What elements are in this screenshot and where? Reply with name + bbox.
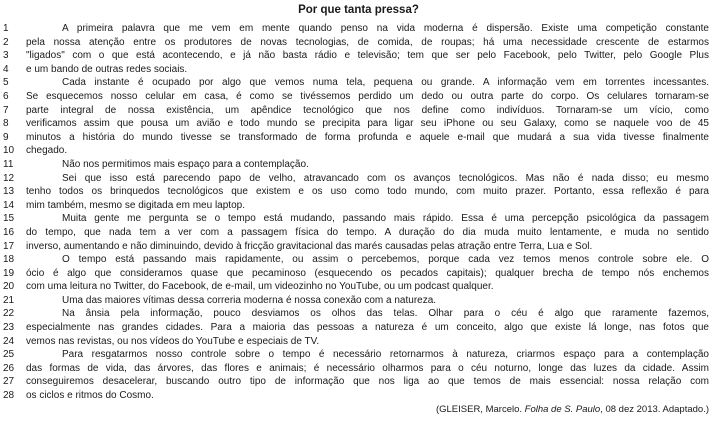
line-text: Na ânsia pela informação, pouco desviamos os olhos das telas. Olhar para o céu é algo que raramente fazemos, <box>62 308 709 320</box>
line-text: minutos a história do mundo tivesse se transformado de forma profunda e aquele e-mail que mudará a sua vida tivesse finalmente <box>26 131 709 143</box>
line-number: 4 <box>3 63 9 75</box>
text-line <box>0 144 717 158</box>
line-text: Sei que isso está parecendo papo de velho, atravancado com os avanços tecnológicos. Mas não é nada disso; eu mesmo <box>62 172 709 184</box>
line-number: 3 <box>3 50 9 62</box>
line-number: 6 <box>3 90 9 102</box>
text-line <box>0 389 717 403</box>
text-line <box>0 335 717 349</box>
line-text: verificamos assim que pousa um avião e todo mundo se precipita para ligar seu iPhone ou seu Galaxy, como se naquele voo de 45 <box>26 118 709 130</box>
line-text: Muita gente me pergunta se o tempo está mudando, passando mais rápido. Essa é uma percepção psicológica da passagem <box>62 213 709 225</box>
line-text: especialmente nas grandes cidades. Para a maioria das pessoas a natureza é um conceito, algo que existe lá longe, nas fotos que <box>26 322 709 334</box>
text-line <box>0 307 717 321</box>
line-number: 20 <box>3 281 15 293</box>
line-number: 28 <box>3 390 15 402</box>
line-number: 10 <box>3 145 15 157</box>
text-line <box>0 294 717 308</box>
line-number: 9 <box>3 131 9 143</box>
line-number: 19 <box>3 267 15 279</box>
text-line <box>0 280 717 294</box>
text-line <box>0 36 717 50</box>
line-number: 27 <box>3 376 15 388</box>
line-number: 1 <box>3 23 9 34</box>
line-number: 5 <box>3 77 9 89</box>
line-text: ócio é algo que consideramos quase que pecaminoso (esquecendo os pecados capitais); qualquer brecha de tempo nós enchemos <box>26 267 709 279</box>
text-line <box>0 131 717 145</box>
text-line <box>0 362 717 376</box>
line-number: 24 <box>3 335 15 347</box>
line-number: 14 <box>3 199 15 211</box>
text-line <box>0 49 717 63</box>
text-line <box>0 253 717 267</box>
line-text: tenho todos os brinquedos tecnológicos que existem e os uso como todo mundo, com muito prazer. Portanto, essa reflexão é para <box>26 186 709 198</box>
text-line <box>0 172 717 186</box>
line-text: com uma leitura no Twitter, do Facebook, de e-mail, um videozinho no YouTube, ou um podcast qualquer. <box>26 281 494 293</box>
text-line <box>0 199 717 213</box>
line-text: inverso, aumentando e não diminuindo, devido à fricção gravitacional das marés causadas pelas atração entre Terra, Lua e Sol. <box>26 240 593 252</box>
text-line <box>0 185 717 199</box>
text-line <box>0 240 717 254</box>
text-line <box>0 90 717 104</box>
line-text: parte integral de nossa existência, um apêndice tecnológico que nos define como indivíduos. Tornaram-se um vício, como <box>26 104 709 116</box>
line-number: 23 <box>3 322 15 334</box>
text-line <box>0 158 717 172</box>
line-number: 7 <box>3 104 9 116</box>
citation-publication: Folha de S. Paulo <box>524 404 601 415</box>
text-line <box>0 117 717 131</box>
citation-author: (GLEISER, Marcelo. <box>435 404 525 415</box>
line-number: 26 <box>3 362 15 374</box>
line-text: Uma das maiores vítimas dessa correria moderna é nossa conexão com a natureza. <box>62 294 437 306</box>
line-text: do tempo, que nada tem a ver com a passagem física do tempo. A duração do dia muda muito lentamente, e muda no sentido <box>26 226 709 238</box>
text-line <box>0 321 717 335</box>
line-text: conseguiremos desacelerar, buscando outro tipo de informação que nos liga ao que temos de mais essencial: nossa relação com <box>26 376 709 388</box>
line-text: pela nossa atenção entre os produtores de novas tecnologias, de comida, de roupas; há uma necessidade crescente de estarmos <box>26 36 709 48</box>
line-text: O tempo está passando mais rapidamente, ou assim o percebemos, porque cada vez temos menos controle sobre ele. O <box>62 254 709 266</box>
text-line <box>0 104 717 118</box>
text-line <box>0 76 717 90</box>
text-line <box>0 63 717 77</box>
line-number: 11 <box>3 158 14 170</box>
line-number: 25 <box>3 349 15 361</box>
line-text: Se esquecemos nosso celular em casa, é como se tivéssemos perdido um dedo ou outra parte do corpo. Os celulares tornaram-se <box>26 90 709 102</box>
line-text: Não nos permitimos mais espaço para a contemplação. <box>62 158 309 170</box>
text-line <box>0 212 717 226</box>
line-text: Para resgatarmos nosso controle sobre o tempo é necessário retornarmos à natureza, criarmos espaço para a contemplação <box>62 349 709 361</box>
text-line <box>0 375 717 389</box>
line-number: 22 <box>3 308 15 320</box>
text-line <box>0 22 717 36</box>
line-number: 2 <box>3 36 9 48</box>
line-number: 17 <box>3 240 15 252</box>
text-line <box>0 348 717 362</box>
line-number: 16 <box>3 226 15 238</box>
citation-date: , 08 dez 2013. Adaptado.) <box>600 404 709 415</box>
line-number: 18 <box>3 254 15 266</box>
line-text: "ligados" com o que está acontecendo, e já não basta rádio e televisão; tem que ser pelo Facebook, pelo Twitter, pelo Google Plus <box>26 50 709 62</box>
text-line <box>0 226 717 240</box>
line-text: e um bando de outras redes sociais. <box>26 63 188 75</box>
line-number: 21 <box>3 294 15 306</box>
line-text: chegado. <box>26 145 68 157</box>
line-text: os ciclos e ritmos do Cosmo. <box>26 390 154 402</box>
line-text: vemos nas revistas, ou nos vídeos do YouTube e especiais de TV. <box>26 335 320 347</box>
line-number: 15 <box>3 213 15 225</box>
line-number: 12 <box>3 172 15 184</box>
line-text: Cada instante é ocupado por algo que vemos numa tela, pequena ou grande. A informação vem em torrentes incessantes. <box>62 77 709 89</box>
article-body <box>0 22 717 403</box>
article-title: Por que tanta pressa? <box>298 4 419 16</box>
text-line <box>0 267 717 281</box>
line-text: A primeira palavra que me vem em mente quando penso na vida moderna é dispersão. Existe uma competição constante <box>62 23 709 34</box>
line-text: das formas de vida, das árvores, das flores e animais; é necessário olharmos para o céu noturno, longe das luzes da cidade. Assim <box>26 362 709 374</box>
line-number: 8 <box>3 118 9 130</box>
source-citation <box>436 403 709 416</box>
line-number: 13 <box>3 186 15 198</box>
line-text: mim também, mesmo se digitada em meu laptop. <box>26 199 245 211</box>
